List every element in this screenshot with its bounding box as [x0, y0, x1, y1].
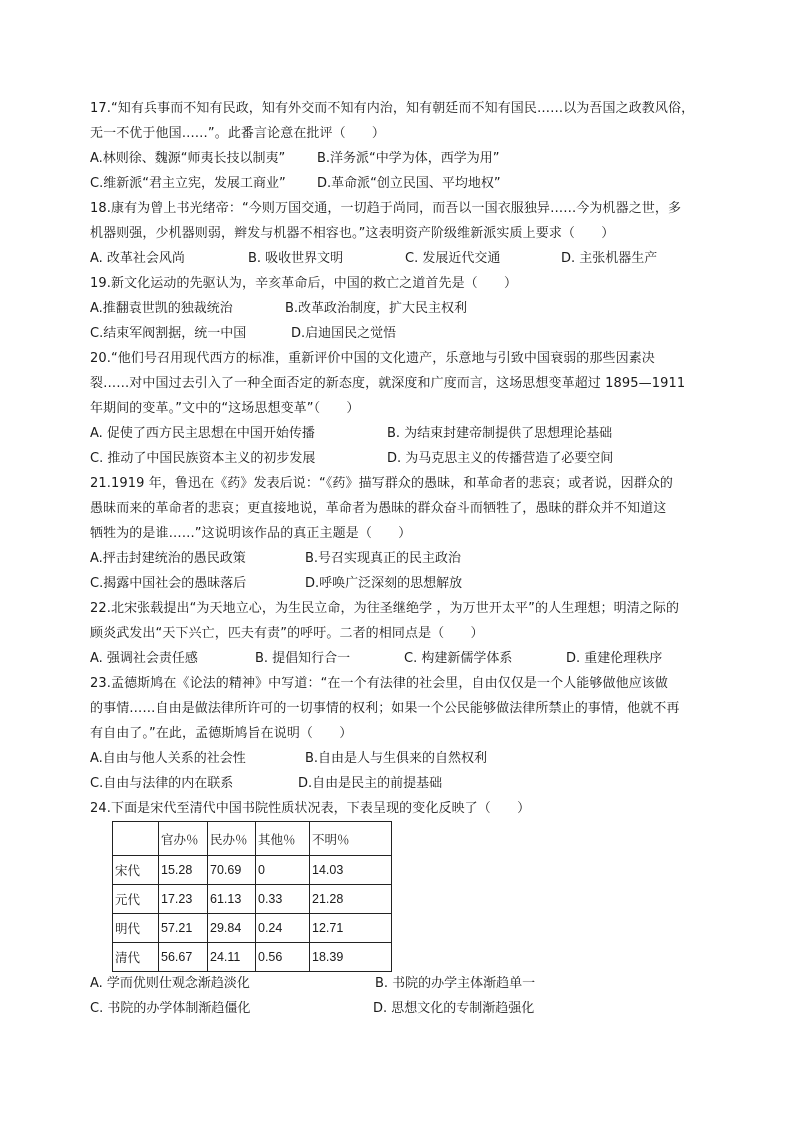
- table-row: [113, 856, 392, 885]
- table-header-row: [113, 822, 392, 856]
- table-cell: 宋代: [113, 856, 159, 885]
- q21-stem-line-3: 牺牲为的是谁……”这说明该作品的真正主题是（ ）: [90, 526, 412, 541]
- q20-stem-line-1: 20.“他们号召用现代西方的标准，重新评价中国的文化遗产，乐意地与引致中国衰弱的那些因素决: [90, 351, 655, 366]
- q23-option-b: B.自由是人与生俱来的自然权利: [305, 751, 488, 766]
- table-cell: 24.11: [208, 943, 256, 972]
- table-cell: 21.28: [310, 885, 392, 914]
- table-cell: 57.21: [159, 914, 208, 943]
- q19-option-c: C.结束军阀割据，统一中国: [90, 326, 247, 341]
- q24-option-d: D. 思想文化的专制渐趋强化: [373, 1001, 535, 1016]
- q18-stem-line-2: 机器则强，少机器则弱，辫发与机器不相容也。”这表明资产阶级维新派实质上要求（ ）: [90, 226, 615, 241]
- q22-option-d: D. 重建伦理秩序: [566, 651, 663, 666]
- table-header-cell: 不明％: [310, 822, 392, 856]
- q18-option-d: D. 主张机器生产: [561, 251, 658, 266]
- table-cell: 0.56: [256, 943, 310, 972]
- q23-stem-line-1: 23.孟德斯鸠在《论法的精神》中写道：“在一个有法律的社会里，自由仅仅是一个人能够做他应该做: [90, 676, 669, 691]
- table-cell: 0.24: [256, 914, 310, 943]
- academy-nature-table: [112, 821, 392, 972]
- table-cell: 29.84: [208, 914, 256, 943]
- table-header-cell: 民办％: [208, 822, 256, 856]
- q22-option-c: C. 构建新儒学体系: [404, 651, 513, 666]
- q21-stem-line-2: 愚昧而来的革命者的悲哀；更直接地说，革命者为愚昧的群众奋斗而牺牲了，愚昧的群众并不知道这: [90, 501, 667, 516]
- q23-stem-line-3: 有自由了。”在此，孟德斯鸠旨在说明（ ）: [90, 726, 353, 741]
- table-cell: 元代: [113, 885, 159, 914]
- table-cell: 清代: [113, 943, 159, 972]
- q23-option-a: A.自由与他人关系的社会性: [90, 751, 246, 766]
- q24-option-b: B. 书院的办学主体渐趋单一: [375, 976, 536, 991]
- q17-option-d: D.革命派“创立民国、平均地权”: [317, 176, 501, 191]
- q21-option-b: B.号召实现真正的民主政治: [305, 551, 462, 566]
- q19-option-a: A.推翻袁世凯的独裁统治: [90, 301, 233, 316]
- q20-stem-line-2: 裂……对中国过去引入了一种全面否定的新态度，就深度和广度而言，这场思想变革超过 1895—1911: [90, 376, 686, 391]
- q18-option-b: B. 吸收世界文明: [248, 251, 344, 266]
- table-header-cell: 其他％: [256, 822, 310, 856]
- q23-option-d: D.自由是民主的前提基础: [298, 776, 443, 791]
- table-cell: 14.03: [310, 856, 392, 885]
- q17-option-b: B.洋务派“中学为体，西学为用”: [317, 151, 500, 166]
- q21-option-d: D.呼唤广泛深刻的思想解放: [305, 576, 463, 591]
- table-cell: 明代: [113, 914, 159, 943]
- table-cell: 18.39: [310, 943, 392, 972]
- q22-option-b: B. 提倡知行合一: [255, 651, 351, 666]
- q20-option-b: B. 为结束封建帝制提供了思想理论基础: [387, 426, 613, 441]
- q22-option-a: A. 强调社会责任感: [90, 651, 198, 666]
- q24-option-a: A. 学而优则仕观念渐趋淡化: [90, 976, 250, 991]
- q24-stem-line-1: 24.下面是宋代至清代中国书院性质状况表，下表呈现的变化反映了（ ）: [90, 801, 531, 816]
- table-cell: 70.69: [208, 856, 256, 885]
- q19-option-b: B.改革政治制度，扩大民主权利: [285, 301, 468, 316]
- q21-stem-line-1: 21.1919 年，鲁迅在《药》发表后说：“《药》描写群众的愚昧，和革命者的悲哀；或者说，因群众的: [90, 476, 674, 491]
- table-row: [113, 885, 392, 914]
- q17-option-a: A.林则徐、魏源“师夷长技以制夷”: [90, 151, 286, 166]
- q20-option-c: C. 推动了中国民族资本主义的初步发展: [90, 451, 316, 466]
- q19-option-d: D.启迪国民之觉悟: [291, 326, 397, 341]
- q24-option-c: C. 书院的办学体制渐趋僵化: [90, 1001, 251, 1016]
- table-cell: 15.28: [159, 856, 208, 885]
- q23-option-c: C.自由与法律的内在联系: [90, 776, 234, 791]
- q22-stem-line-1: 22.北宋张载提出“为天地立心，为生民立命，为往圣继绝学 ，为万世开太平”的人生理想；明清之际的: [90, 601, 680, 616]
- table-header-cell: [113, 822, 159, 856]
- q17-option-c: C.维新派“君主立宪，发展工商业”: [90, 176, 286, 191]
- q18-option-a: A. 改革社会风尚: [90, 251, 185, 266]
- table-cell: 61.13: [208, 885, 256, 914]
- q19-stem-line-1: 19.新文化运动的先驱认为，辛亥革命后，中国的救亡之道首先是（ ）: [90, 276, 518, 291]
- q17-stem-line-1: 17.“知有兵事而不知有民政，知有外交而不知有内治，知有朝廷而不知有国民……以为吾国之政教风俗，: [90, 101, 695, 116]
- table-row: [113, 914, 392, 943]
- q20-stem-line-3: 年期间的变革。”文中的“这场思想变革”（ ）: [90, 401, 360, 416]
- table-cell: 0: [256, 856, 310, 885]
- q21-option-c: C.揭露中国社会的愚昧落后: [90, 576, 247, 591]
- q22-stem-line-2: 顾炎武发出“天下兴亡，匹夫有责”的呼吁。二者的相同点是（ ）: [90, 626, 484, 641]
- table-header-cell: 官办％: [159, 822, 208, 856]
- q20-option-d: D. 为马克思主义的传播营造了必要空间: [387, 451, 614, 466]
- q17-stem-line-2: 无一不优于他国……”。此番言论意在批评（ ）: [90, 126, 386, 141]
- q20-option-a: A. 促使了西方民主思想在中国开始传播: [90, 426, 315, 441]
- table-cell: 56.67: [159, 943, 208, 972]
- q18-option-c: C. 发展近代交通: [405, 251, 501, 266]
- q23-stem-line-2: 的事情……自由是做法律所许可的一切事情的权利；如果一个公民能够做法律所禁止的事情，他就不再: [90, 701, 680, 716]
- table-cell: 17.23: [159, 885, 208, 914]
- q18-stem-line-1: 18.康有为曾上书光绪帝：“今则万国交通，一切趋于尚同，而吾以一国衣服独异……今为机器之世，多: [90, 201, 682, 216]
- table-cell: 0.33: [256, 885, 310, 914]
- q21-option-a: A.抨击封建统治的愚民政策: [90, 551, 246, 566]
- table-row: [113, 943, 392, 972]
- table-cell: 12.71: [310, 914, 392, 943]
